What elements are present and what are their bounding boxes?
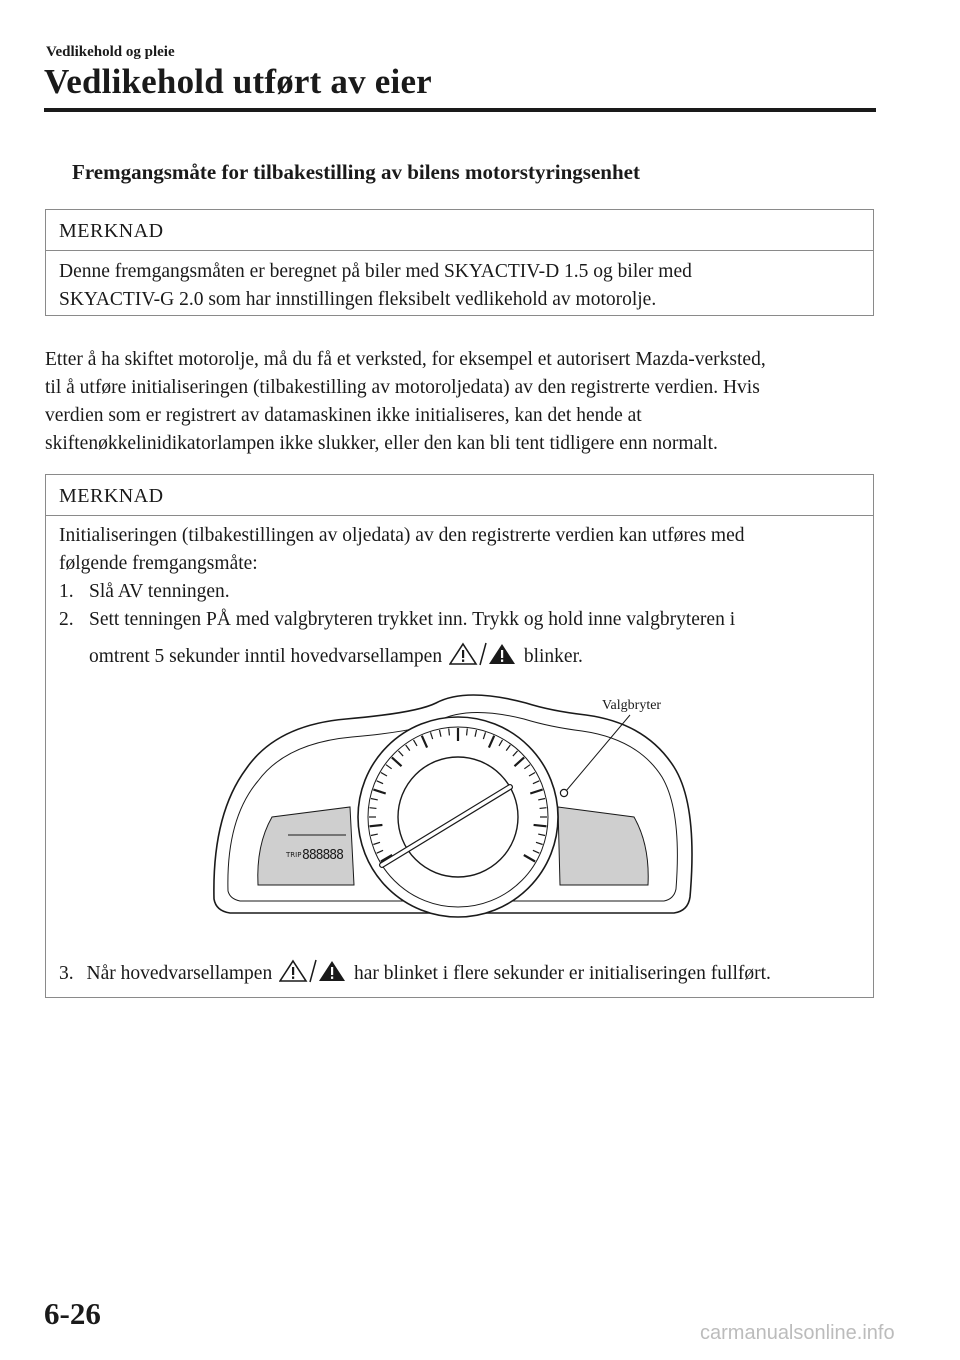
note-line: følgende fremgangsmåte:: [59, 553, 258, 574]
master-warning-outline-icon: [450, 644, 476, 664]
gauge-tick: [369, 808, 376, 809]
gauge-tick: [369, 825, 382, 826]
page-number: 6-26: [44, 1296, 101, 1331]
subheading: Fremgangsmåte for tilbakestilling av bilens motorstyringsenhet: [72, 160, 640, 184]
paragraph-line: skiftenøkkelinidikatorlampen ikke slukker, eller den kan bli tent tidligere enn normalt.: [45, 433, 718, 454]
step-text-line2: [89, 642, 860, 675]
master-warning-icons: [279, 959, 347, 992]
note-body: [46, 251, 873, 314]
step-number: 2.: [59, 609, 74, 630]
note-line: SKYACTIV-G 2.0 som har innstillingen fleksibelt vedlikehold av motorolje.: [59, 289, 657, 310]
master-warning-outline-icon: [280, 961, 306, 981]
paragraph-line: til å utføre initialiseringen (tilbakestilling av motoroljedata) av den registrerte verdien. Hvis: [45, 377, 760, 398]
footer-watermark: carmanualsonline.info: [700, 1322, 895, 1344]
body-paragraph: [45, 346, 875, 458]
gauge-tick: [449, 728, 450, 735]
note-title: MERKNAD: [46, 210, 873, 251]
title-rule: [44, 108, 876, 112]
note-box-1: [45, 209, 874, 316]
step-text: Sett tenningen PÅ med valgbryteren trykket inn. Trykk og hold inne valgbryteren i: [89, 609, 736, 630]
note-line: Initialiseringen (tilbakestillingen av oljedata) av den registrerte verdien kan utføres med: [59, 525, 745, 546]
odometer-readout: 888888: [302, 848, 343, 863]
step-number: 3.: [59, 963, 74, 984]
step-1: [59, 578, 860, 606]
master-warning-filled-icon: [489, 644, 515, 664]
paragraph-line: verdien som er registrert av datamaskinen ikke initialiseres, kan det hende at: [45, 405, 642, 426]
note-line: Denne fremgangsmåten er beregnet på biler med SKYACTIV-D 1.5 og biler med: [59, 261, 692, 282]
gauge-tick: [467, 728, 468, 735]
svg-text:TRIP: TRIP: [286, 851, 302, 859]
step-3: [59, 959, 771, 992]
page-title: Vedlikehold utført av eier: [44, 62, 432, 101]
step-text: Når hovedvarsellampen: [86, 963, 273, 984]
master-warning-icons: [449, 642, 517, 675]
instrument-cluster-illustration: [206, 685, 746, 945]
gauge-tick: [540, 808, 547, 809]
step-text: omtrent 5 sekunder inntil hovedvarsellampen: [89, 646, 443, 667]
step-2: [59, 606, 860, 675]
step-text: Slå AV tenningen.: [89, 581, 230, 602]
step-text: blinker.: [523, 646, 583, 667]
note-title: MERKNAD: [46, 475, 873, 516]
note-body: [46, 516, 873, 675]
section-label: Vedlikehold og pleie: [46, 44, 175, 60]
selector-knob: [560, 789, 567, 796]
master-warning-filled-icon: [319, 961, 345, 981]
note-box-2: [45, 474, 874, 998]
step-number: 1.: [59, 581, 74, 602]
paragraph-line: Etter å ha skiftet motorolje, må du få et verksted, for eksempel et autorisert Mazda-verksted,: [45, 349, 766, 370]
callout-label: Valgbryter: [602, 698, 662, 713]
gauge-tick: [534, 825, 547, 826]
step-text: har blinket i flere sekunder er initialiseringen fullført.: [353, 963, 771, 984]
